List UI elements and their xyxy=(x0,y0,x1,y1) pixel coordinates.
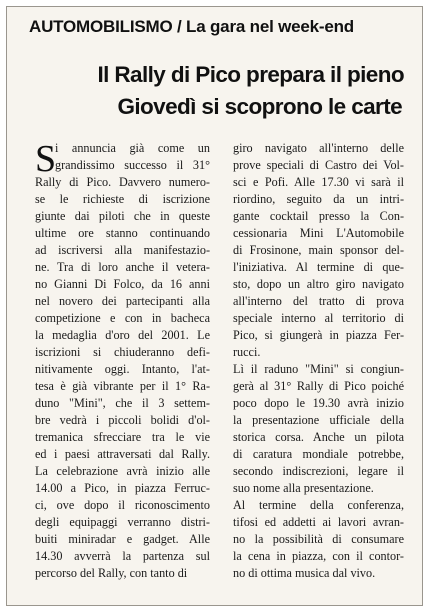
newspaper-clipping xyxy=(6,6,423,606)
text-line: Al termine della conferenza, xyxy=(233,498,404,512)
text-line: nitivamente oggi. Intanto, l'at- xyxy=(35,362,210,376)
text-line: prove speciali di Castro dei Vol- xyxy=(233,158,404,172)
text-line: sto, dopo un altro giro navigato xyxy=(233,277,404,291)
text-line: ad iscriversi alla manifestazio- xyxy=(35,243,210,257)
text-line: di caratura mondiale potrebbe, xyxy=(233,447,404,461)
text-line: i annuncia già come un xyxy=(55,141,210,155)
text-line: no di ottima musica dal vivo. xyxy=(233,566,376,580)
text-line: la cena in piazza, con il contor- xyxy=(233,549,404,563)
text-line: no Gianni Di Folco, da 16 anni xyxy=(35,277,210,291)
text-line: poco dopo le 19.30 avrà inizio xyxy=(233,396,404,410)
text-line: tesa è già vibrante per il 1° Ra- xyxy=(35,379,210,393)
text-line: La celebrazione avrà inizio alle xyxy=(35,464,210,478)
text-line: ne. Tra di loro anche il vetera- xyxy=(35,260,210,274)
text-line: storica corsa. Anche un pilota xyxy=(233,430,404,444)
text-line: 14.30 avverrà la partenza sul xyxy=(35,549,210,563)
text-line: 14.00 a Pico, in piazza Ferruc- xyxy=(35,481,210,495)
text-line: se le richieste di iscrizione xyxy=(35,192,210,206)
text-line: rucci. xyxy=(233,345,261,359)
text-line: iscrizioni si chiuderanno defi- xyxy=(35,345,210,359)
text-line: competizione e con in bacheca xyxy=(35,311,210,325)
text-line: gerà al 31° Rally di Pico poiché xyxy=(233,379,404,393)
text-line: di Frosinone, main sponsor del- xyxy=(233,243,404,257)
text-line: all'interno del tratto di prova xyxy=(233,294,404,308)
text-line: cessionaria Mini L'Automobile xyxy=(233,226,404,240)
text-line: Lì il raduno "Mini" si congiun- xyxy=(233,362,404,376)
text-line: sci e Pofi. Alle 17.30 vi sarà il xyxy=(233,175,404,189)
text-line: grandissimo successo il 31° xyxy=(55,158,210,172)
text-line: la presentazione ufficiale della xyxy=(233,413,404,427)
text-line: giunte dai piloti che in queste xyxy=(35,209,210,223)
text-line: Rally di Pico. Davvero numero- xyxy=(35,175,210,189)
text-line: percorso del Rally, con tanto di xyxy=(35,566,188,580)
text-line: Pico, si giungerà in piazza Fer- xyxy=(233,328,404,342)
text-line: suo nome alla presentazione. xyxy=(233,481,374,495)
text-line: l'iniziativa. Al termine di que- xyxy=(233,260,404,274)
text-line: tifosi ed addetti ai lavori avran- xyxy=(233,515,404,529)
text-line: secondo indiscrezioni, legare il xyxy=(233,464,404,478)
text-line: speciale interno al territorio di xyxy=(233,311,404,325)
drop-cap: S xyxy=(35,138,57,180)
text-line: la medaglia d'oro del 2001. Le xyxy=(35,328,210,342)
text-line: giro navigato all'interno delle xyxy=(233,141,404,155)
text-line: ultime ore stanno continuando xyxy=(35,226,210,240)
text-line: ed i paesi attraversati dal Rally. xyxy=(35,447,210,461)
article-column-2 xyxy=(233,140,404,582)
article-column-1 xyxy=(35,140,210,582)
text-line: ci, ove dopo il riconoscimento xyxy=(35,498,210,512)
text-line: tremanica sfrecciare tra le vie xyxy=(35,430,210,444)
text-line: riordino, seguito da un intri- xyxy=(233,192,404,206)
text-line: nel novero dei partecipanti alla xyxy=(35,294,210,308)
text-line: buiti miniradar e gadget. Alle xyxy=(35,532,210,546)
text-line: no la possibilità di consumare xyxy=(233,532,404,546)
text-line: gante cocktail presso la Con- xyxy=(233,209,404,223)
text-line: degli equipaggi verranno distri- xyxy=(35,515,210,529)
text-line: bre vedrà i piccoli bolidi d'ol- xyxy=(35,413,210,427)
headline-line-1: Il Rally di Pico prepara il pieno xyxy=(97,62,404,87)
section-heading: AUTOMOBILISMO / La gara nel week-end xyxy=(29,17,354,36)
headline-line-2: Giovedì si scoprono le carte xyxy=(117,94,402,119)
text-line: duno "Mini", che il 3 settem- xyxy=(35,396,210,410)
